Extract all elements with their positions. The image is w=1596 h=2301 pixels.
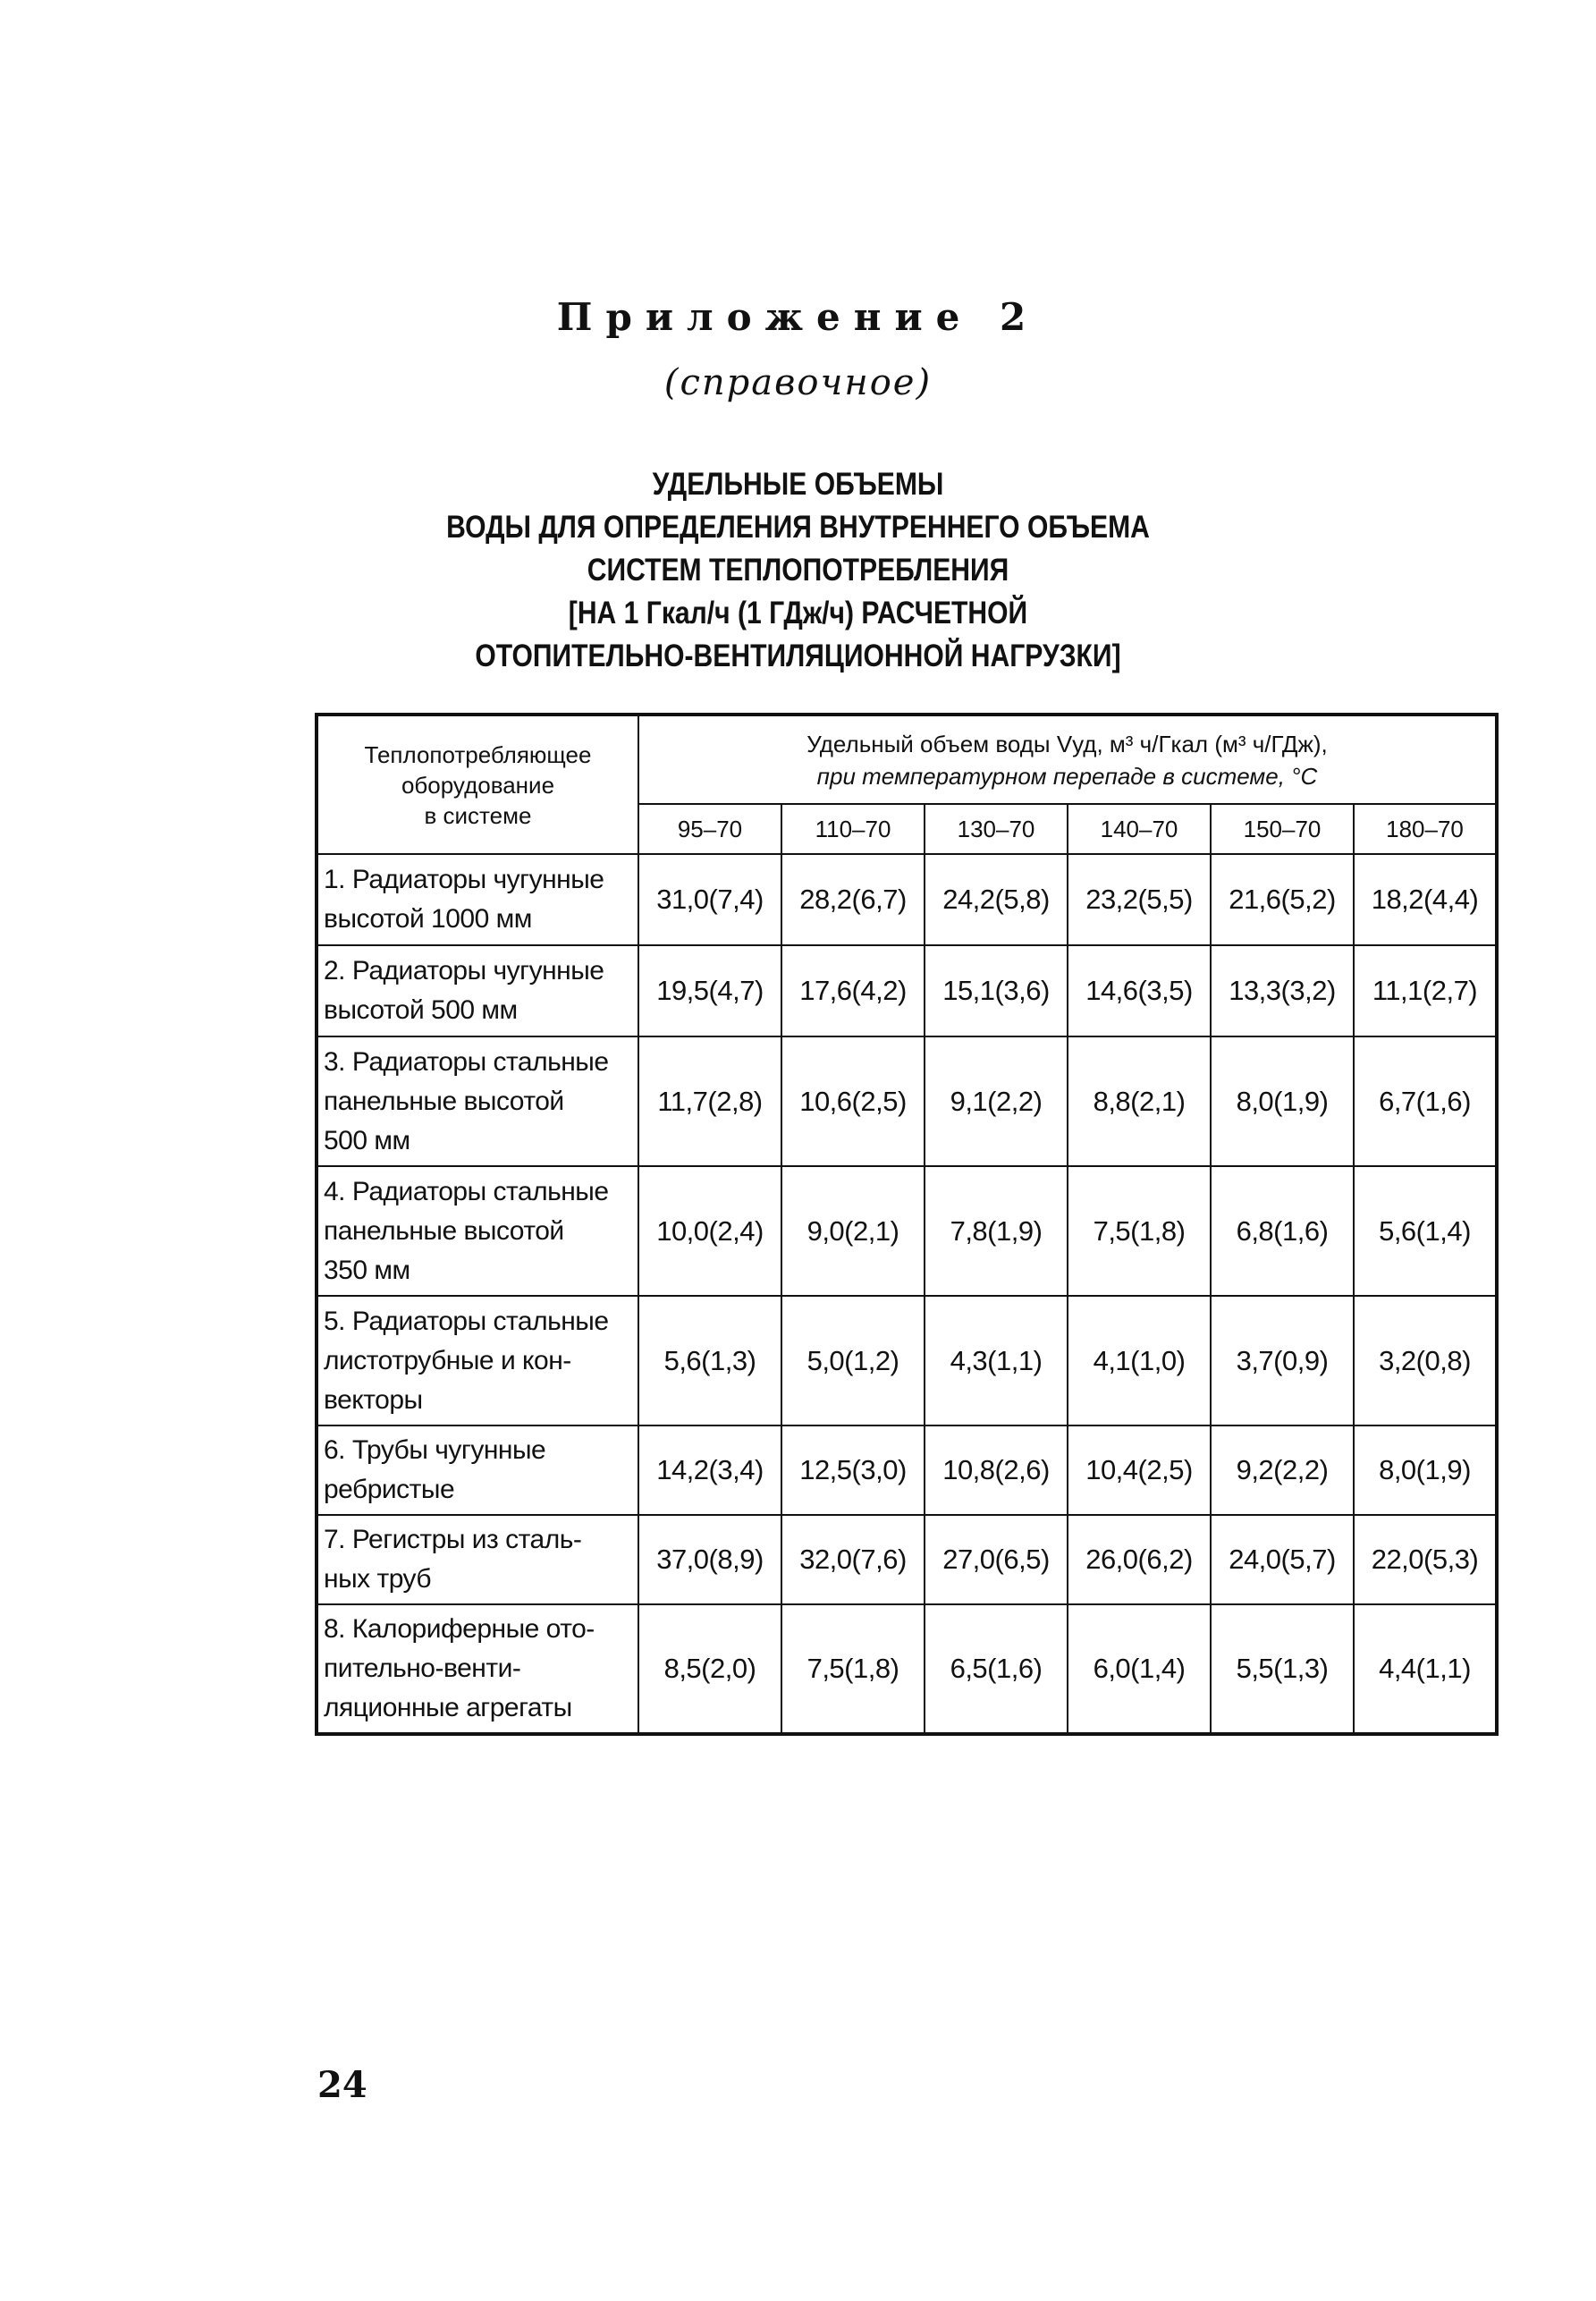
volume-cell: 21,6(5,2) bbox=[1211, 854, 1354, 945]
equipment-name: 6. Трубы чугунные ребристые bbox=[317, 1425, 638, 1515]
volume-cell: 4,4(1,1) bbox=[1354, 1604, 1497, 1734]
volume-cell: 3,2(0,8) bbox=[1354, 1296, 1497, 1425]
table-row bbox=[317, 1604, 1497, 1734]
volume-cell: 10,6(2,5) bbox=[781, 1036, 925, 1166]
equipment-name: 2. Радиаторы чугунные высотой 500 мм bbox=[317, 945, 638, 1036]
volume-cell: 22,0(5,3) bbox=[1354, 1515, 1497, 1604]
title-line: УДЕЛЬНЫЕ ОБЪЕМЫ bbox=[652, 467, 944, 502]
temp-header: 95–70 bbox=[638, 804, 781, 854]
volume-cell: 17,6(4,2) bbox=[781, 945, 925, 1036]
volume-cell: 5,6(1,3) bbox=[638, 1296, 781, 1425]
temp-header: 150–70 bbox=[1211, 804, 1354, 854]
equipment-name: 1. Радиаторы чугунные высотой 1000 мм bbox=[317, 854, 638, 945]
volume-cell: 10,8(2,6) bbox=[925, 1425, 1068, 1515]
volume-cell: 24,2(5,8) bbox=[925, 854, 1068, 945]
volume-cell: 7,5(1,8) bbox=[1068, 1166, 1211, 1296]
title-line: [НА 1 Гкал/ч (1 ГДж/ч) РАСЧЕТНОЙ bbox=[568, 596, 1028, 630]
volume-cell: 4,1(1,0) bbox=[1068, 1296, 1211, 1425]
volume-cell: 8,0(1,9) bbox=[1211, 1036, 1354, 1166]
specific-volume-header: Удельный объем воды Vуд, м³ ч/Гкал (м³ ч/ГДж), при температурном перепаде в системе, °С bbox=[638, 715, 1497, 804]
volume-cell: 13,3(3,2) bbox=[1211, 945, 1354, 1036]
temp-header: 180–70 bbox=[1354, 804, 1497, 854]
temp-header: 110–70 bbox=[781, 804, 925, 854]
table-row bbox=[317, 945, 1497, 1036]
table-row bbox=[317, 1296, 1497, 1425]
volume-cell: 9,0(2,1) bbox=[781, 1166, 925, 1296]
volume-cell: 19,5(4,7) bbox=[638, 945, 781, 1036]
equipment-name: 7. Регистры из сталь- ных труб bbox=[317, 1515, 638, 1604]
temp-header: 130–70 bbox=[925, 804, 1068, 854]
volume-cell: 14,2(3,4) bbox=[638, 1425, 781, 1515]
volume-cell: 7,5(1,8) bbox=[781, 1604, 925, 1734]
reference-note: (справочное) bbox=[663, 362, 933, 403]
volume-cell: 5,5(1,3) bbox=[1211, 1604, 1354, 1734]
volume-cell: 4,3(1,1) bbox=[925, 1296, 1068, 1425]
table-row bbox=[317, 1036, 1497, 1166]
title-line: ОТОПИТЕЛЬНО-ВЕНТИЛЯЦИОННОЙ НАГРУЗКИ] bbox=[475, 639, 1121, 673]
volume-cell: 9,2(2,2) bbox=[1211, 1425, 1354, 1515]
volume-cell: 3,7(0,9) bbox=[1211, 1296, 1354, 1425]
appendix-heading: Приложение 2 bbox=[556, 295, 1040, 339]
equipment-name: 8. Калориферные ото- пительно-венти- ляционные агрегаты bbox=[317, 1604, 638, 1734]
volume-cell: 11,7(2,8) bbox=[638, 1036, 781, 1166]
water-volume-table bbox=[315, 713, 1499, 1736]
volume-cell: 5,0(1,2) bbox=[781, 1296, 925, 1425]
volume-cell: 18,2(4,4) bbox=[1354, 854, 1497, 945]
equipment-name: 3. Радиаторы стальные панельные высотой 500 мм bbox=[317, 1036, 638, 1166]
volume-cell: 6,0(1,4) bbox=[1068, 1604, 1211, 1734]
volume-cell: 26,0(6,2) bbox=[1068, 1515, 1211, 1604]
volume-cell: 8,8(2,1) bbox=[1068, 1036, 1211, 1166]
table-row bbox=[317, 1425, 1497, 1515]
volume-cell: 10,0(2,4) bbox=[638, 1166, 781, 1296]
volume-cell: 5,6(1,4) bbox=[1354, 1166, 1497, 1296]
title-line: ВОДЫ ДЛЯ ОПРЕДЕЛЕНИЯ ВНУТРЕННЕГО ОБЪЕМА bbox=[446, 510, 1150, 545]
volume-cell: 8,0(1,9) bbox=[1354, 1425, 1497, 1515]
volume-cell: 6,8(1,6) bbox=[1211, 1166, 1354, 1296]
volume-cell: 12,5(3,0) bbox=[781, 1425, 925, 1515]
page-number: 24 bbox=[317, 2064, 367, 2106]
volume-cell: 28,2(6,7) bbox=[781, 854, 925, 945]
table-row bbox=[317, 854, 1497, 945]
equipment-name: 5. Радиаторы стальные листотрубные и кон- векторы bbox=[317, 1296, 638, 1425]
document-title bbox=[112, 463, 1484, 678]
volume-cell: 27,0(6,5) bbox=[925, 1515, 1068, 1604]
table-row bbox=[317, 1166, 1497, 1296]
volume-cell: 9,1(2,2) bbox=[925, 1036, 1068, 1166]
volume-cell: 32,0(7,6) bbox=[781, 1515, 925, 1604]
volume-cell: 15,1(3,6) bbox=[925, 945, 1068, 1036]
title-line: СИСТЕМ ТЕПЛОПОТРЕБЛЕНИЯ bbox=[587, 553, 1009, 588]
volume-cell: 6,7(1,6) bbox=[1354, 1036, 1497, 1166]
table-row bbox=[317, 1515, 1497, 1604]
volume-cell: 24,0(5,7) bbox=[1211, 1515, 1354, 1604]
temp-header: 140–70 bbox=[1068, 804, 1211, 854]
volume-cell: 14,6(3,5) bbox=[1068, 945, 1211, 1036]
volume-cell: 10,4(2,5) bbox=[1068, 1425, 1211, 1515]
volume-cell: 23,2(5,5) bbox=[1068, 854, 1211, 945]
volume-cell: 31,0(7,4) bbox=[638, 854, 781, 945]
volume-cell: 6,5(1,6) bbox=[925, 1604, 1068, 1734]
volume-cell: 37,0(8,9) bbox=[638, 1515, 781, 1604]
equipment-column-header: Теплопотребляющее оборудование в системе bbox=[317, 715, 638, 854]
equipment-name: 4. Радиаторы стальные панельные высотой 350 мм bbox=[317, 1166, 638, 1296]
volume-cell: 11,1(2,7) bbox=[1354, 945, 1497, 1036]
volume-cell: 8,5(2,0) bbox=[638, 1604, 781, 1734]
volume-cell: 7,8(1,9) bbox=[925, 1166, 1068, 1296]
